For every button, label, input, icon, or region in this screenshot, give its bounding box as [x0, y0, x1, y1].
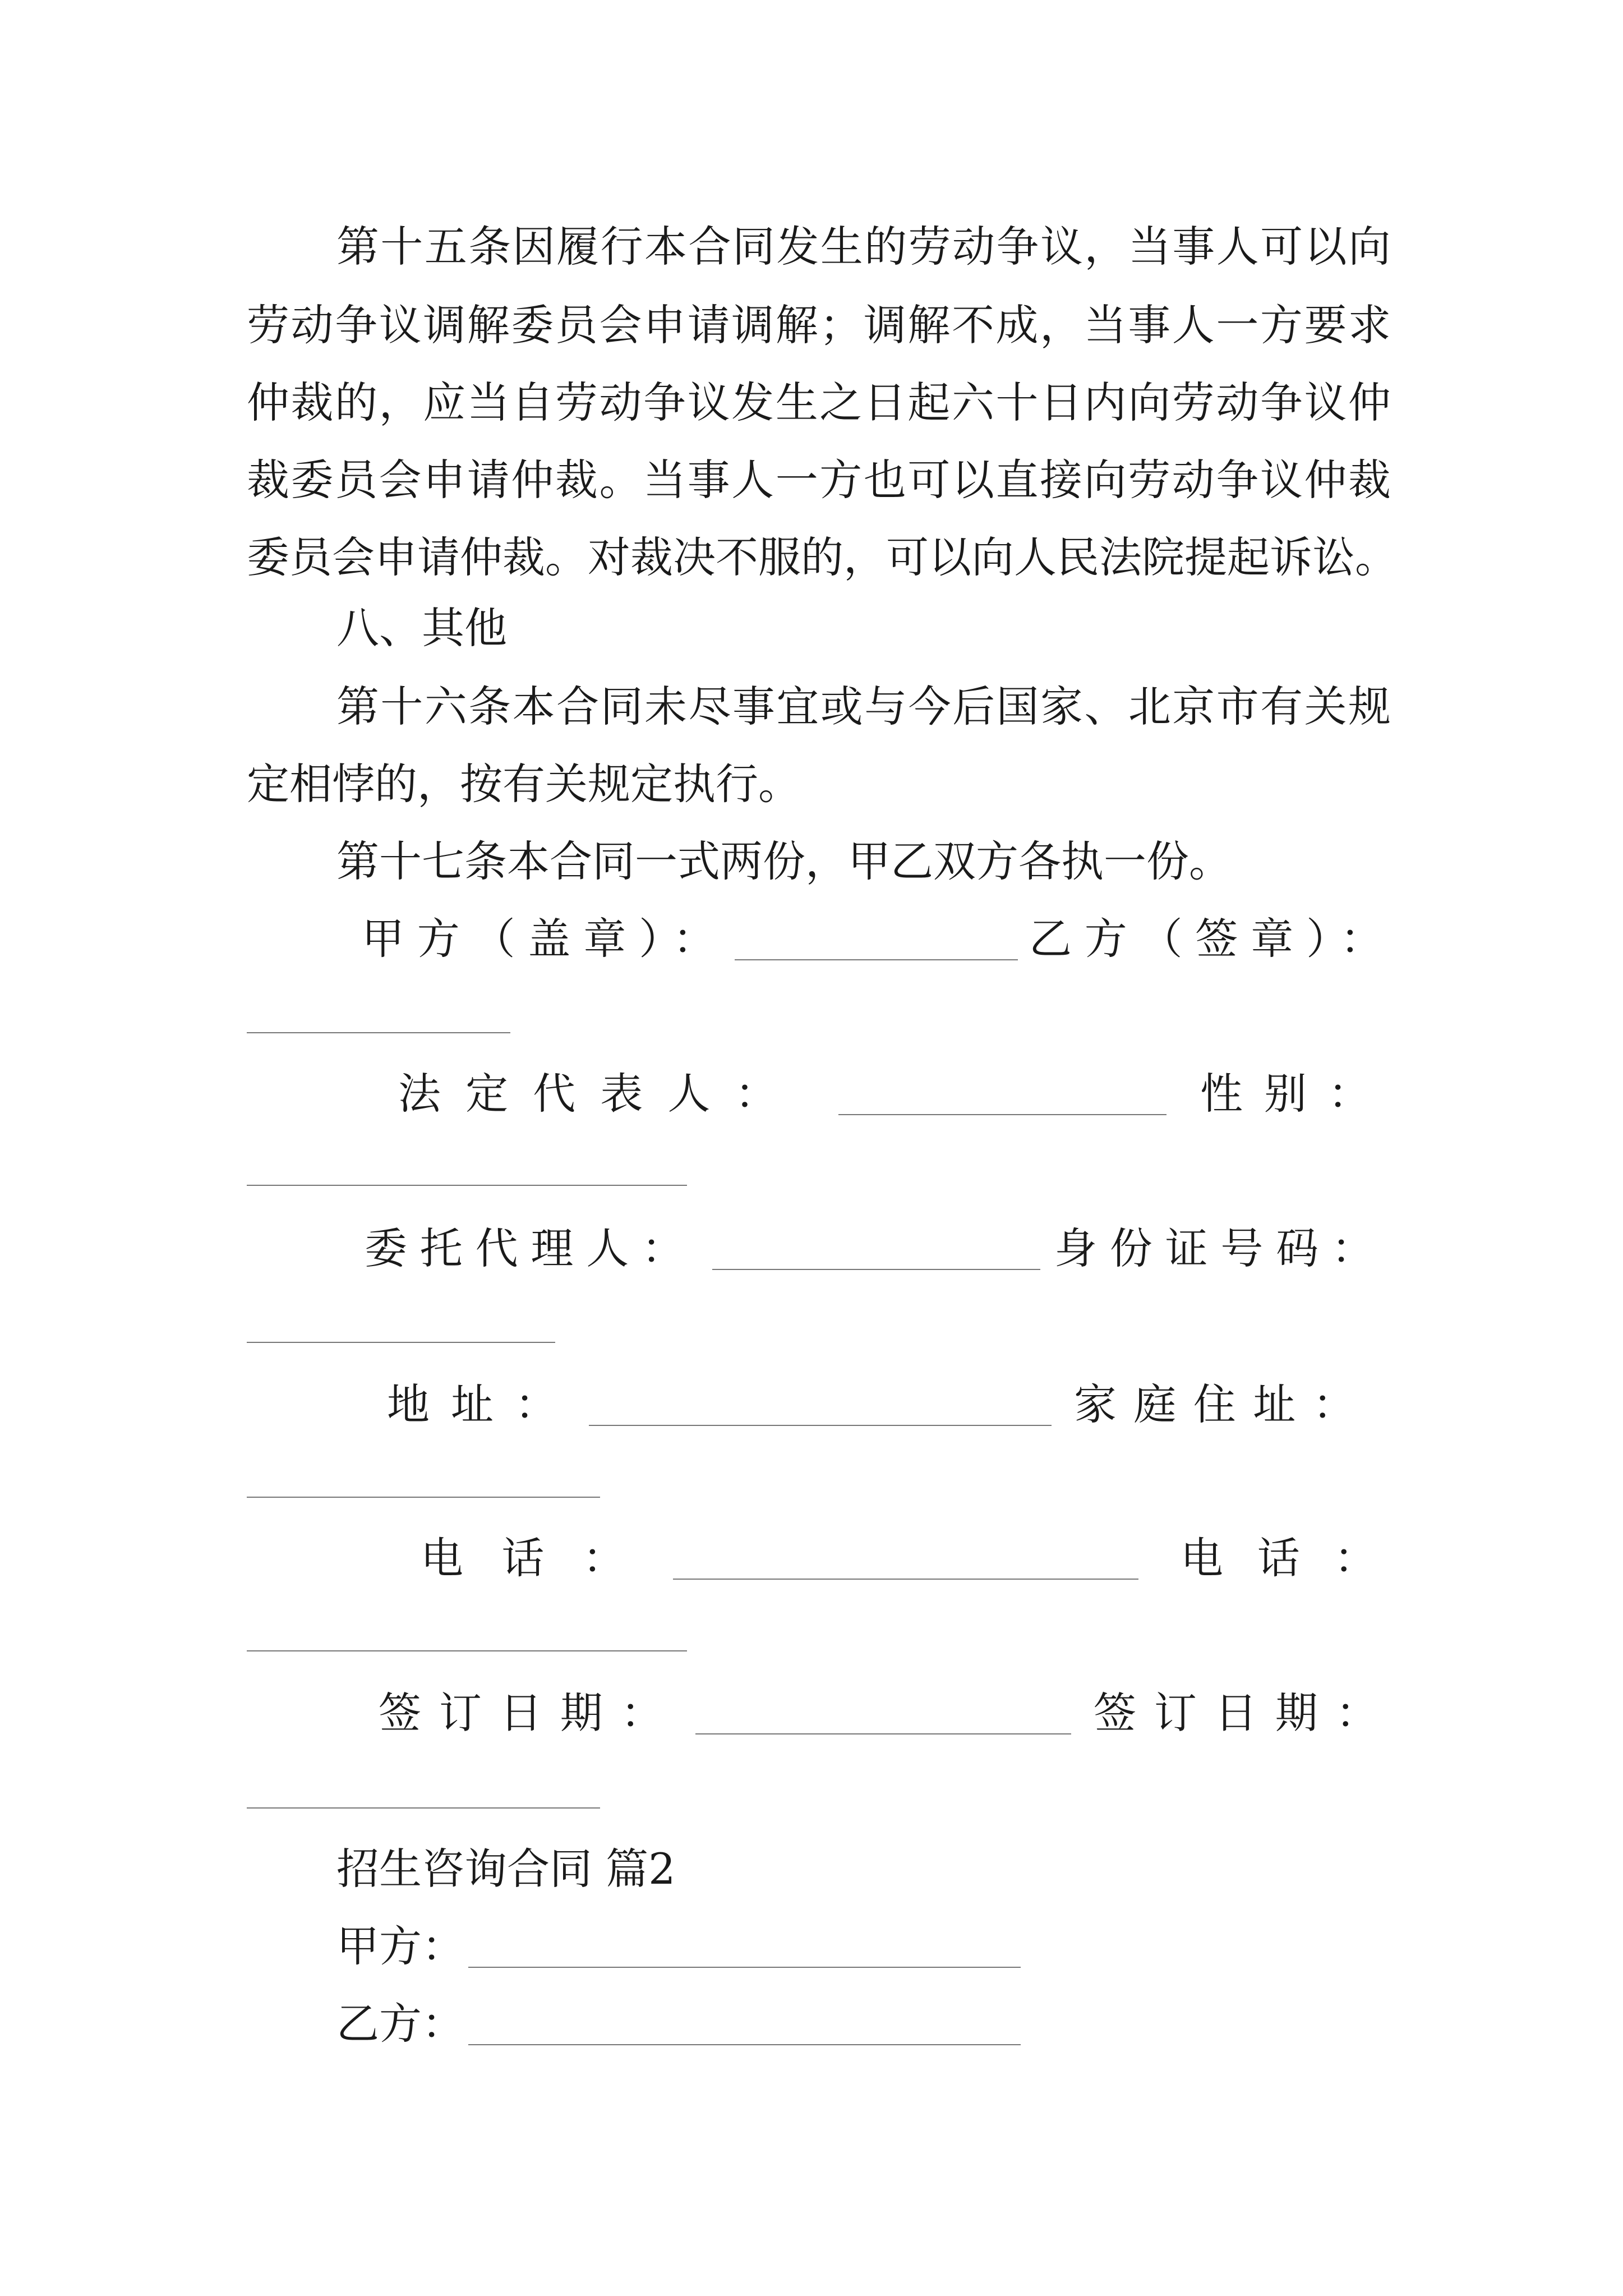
phone-a-field[interactable] — [673, 1579, 1138, 1580]
section-8-heading: 八、其他 — [336, 603, 507, 653]
phone-b-label: 电话： — [1181, 1533, 1411, 1583]
legal-rep-label: 法定代表人： — [398, 1069, 803, 1119]
agent-field[interactable] — [712, 1269, 1040, 1270]
article-17: 第十七条本合同一式两份，甲乙双方各执一份。 — [336, 836, 1232, 886]
article-15-line-3: 仲裁的，应当自劳动争议发生之日起六十日内向劳动争议仲 — [247, 378, 1391, 427]
article-15-line-1: 第十五条因履行本合同发生的劳动争议，当事人可以向 — [336, 222, 1391, 272]
gender-label: 性别： — [1200, 1069, 1392, 1119]
next-party-a-label: 甲方： — [336, 1921, 464, 1971]
party-a-seal-field[interactable] — [735, 959, 1018, 960]
article-16-line-1: 第十六条本合同未尽事宜或与今后国家、北京市有关规 — [336, 682, 1391, 731]
next-party-b-row — [247, 1996, 1391, 2052]
id-number-field[interactable] — [247, 1342, 555, 1343]
id-number-label: 身份证号码： — [1054, 1223, 1387, 1273]
signature-row-agent — [247, 1221, 1391, 1277]
next-party-b-label: 乙方： — [336, 1999, 464, 2049]
date-b-field[interactable] — [247, 1807, 600, 1809]
party-b-sign-label: 乙方（签章）： — [1029, 914, 1396, 964]
next-party-a-row — [247, 1918, 1391, 1975]
phone-a-label: 电话： — [421, 1533, 664, 1583]
signature-row-phone — [247, 1530, 1411, 1586]
gender-field[interactable] — [247, 1185, 687, 1186]
signature-row-legal-rep — [247, 1066, 1391, 1122]
signature-row-seal — [247, 911, 1396, 967]
date-a-field[interactable] — [695, 1733, 1071, 1734]
date-b-label: 签订日期： — [1094, 1688, 1396, 1738]
article-15-line-4: 裁委员会申请仲裁。当事人一方也可以直接向劳动争议仲裁 — [247, 455, 1391, 505]
agent-label: 委托代理人： — [365, 1223, 697, 1273]
next-contract-title: 招生咨询合同 篇2 — [336, 1844, 676, 1894]
next-party-b-field[interactable] — [468, 2044, 1021, 2045]
article-15-line-5: 委员会申请仲裁。对裁决不服的，可以向人民法院提起诉讼。 — [247, 532, 1398, 582]
next-party-a-field[interactable] — [468, 1967, 1021, 1968]
legal-rep-field[interactable] — [838, 1114, 1166, 1115]
home-address-label: 家庭住址： — [1074, 1379, 1372, 1429]
phone-b-field[interactable] — [247, 1650, 687, 1651]
article-15-line-2: 劳动争议调解委员会申请调解；调解不成，当事人一方要求 — [247, 300, 1391, 350]
address-label: 地址： — [387, 1379, 579, 1429]
article-16-line-2: 定相悖的，按有关规定执行。 — [247, 759, 801, 809]
party-a-seal-label: 甲方（盖章）： — [362, 914, 728, 964]
signature-row-date — [247, 1685, 1396, 1741]
address-field[interactable] — [589, 1425, 1052, 1426]
party-b-sign-field[interactable] — [247, 1032, 510, 1033]
date-a-label: 签订日期： — [379, 1688, 681, 1738]
signature-row-address — [247, 1377, 1391, 1433]
home-address-field[interactable] — [247, 1497, 600, 1498]
